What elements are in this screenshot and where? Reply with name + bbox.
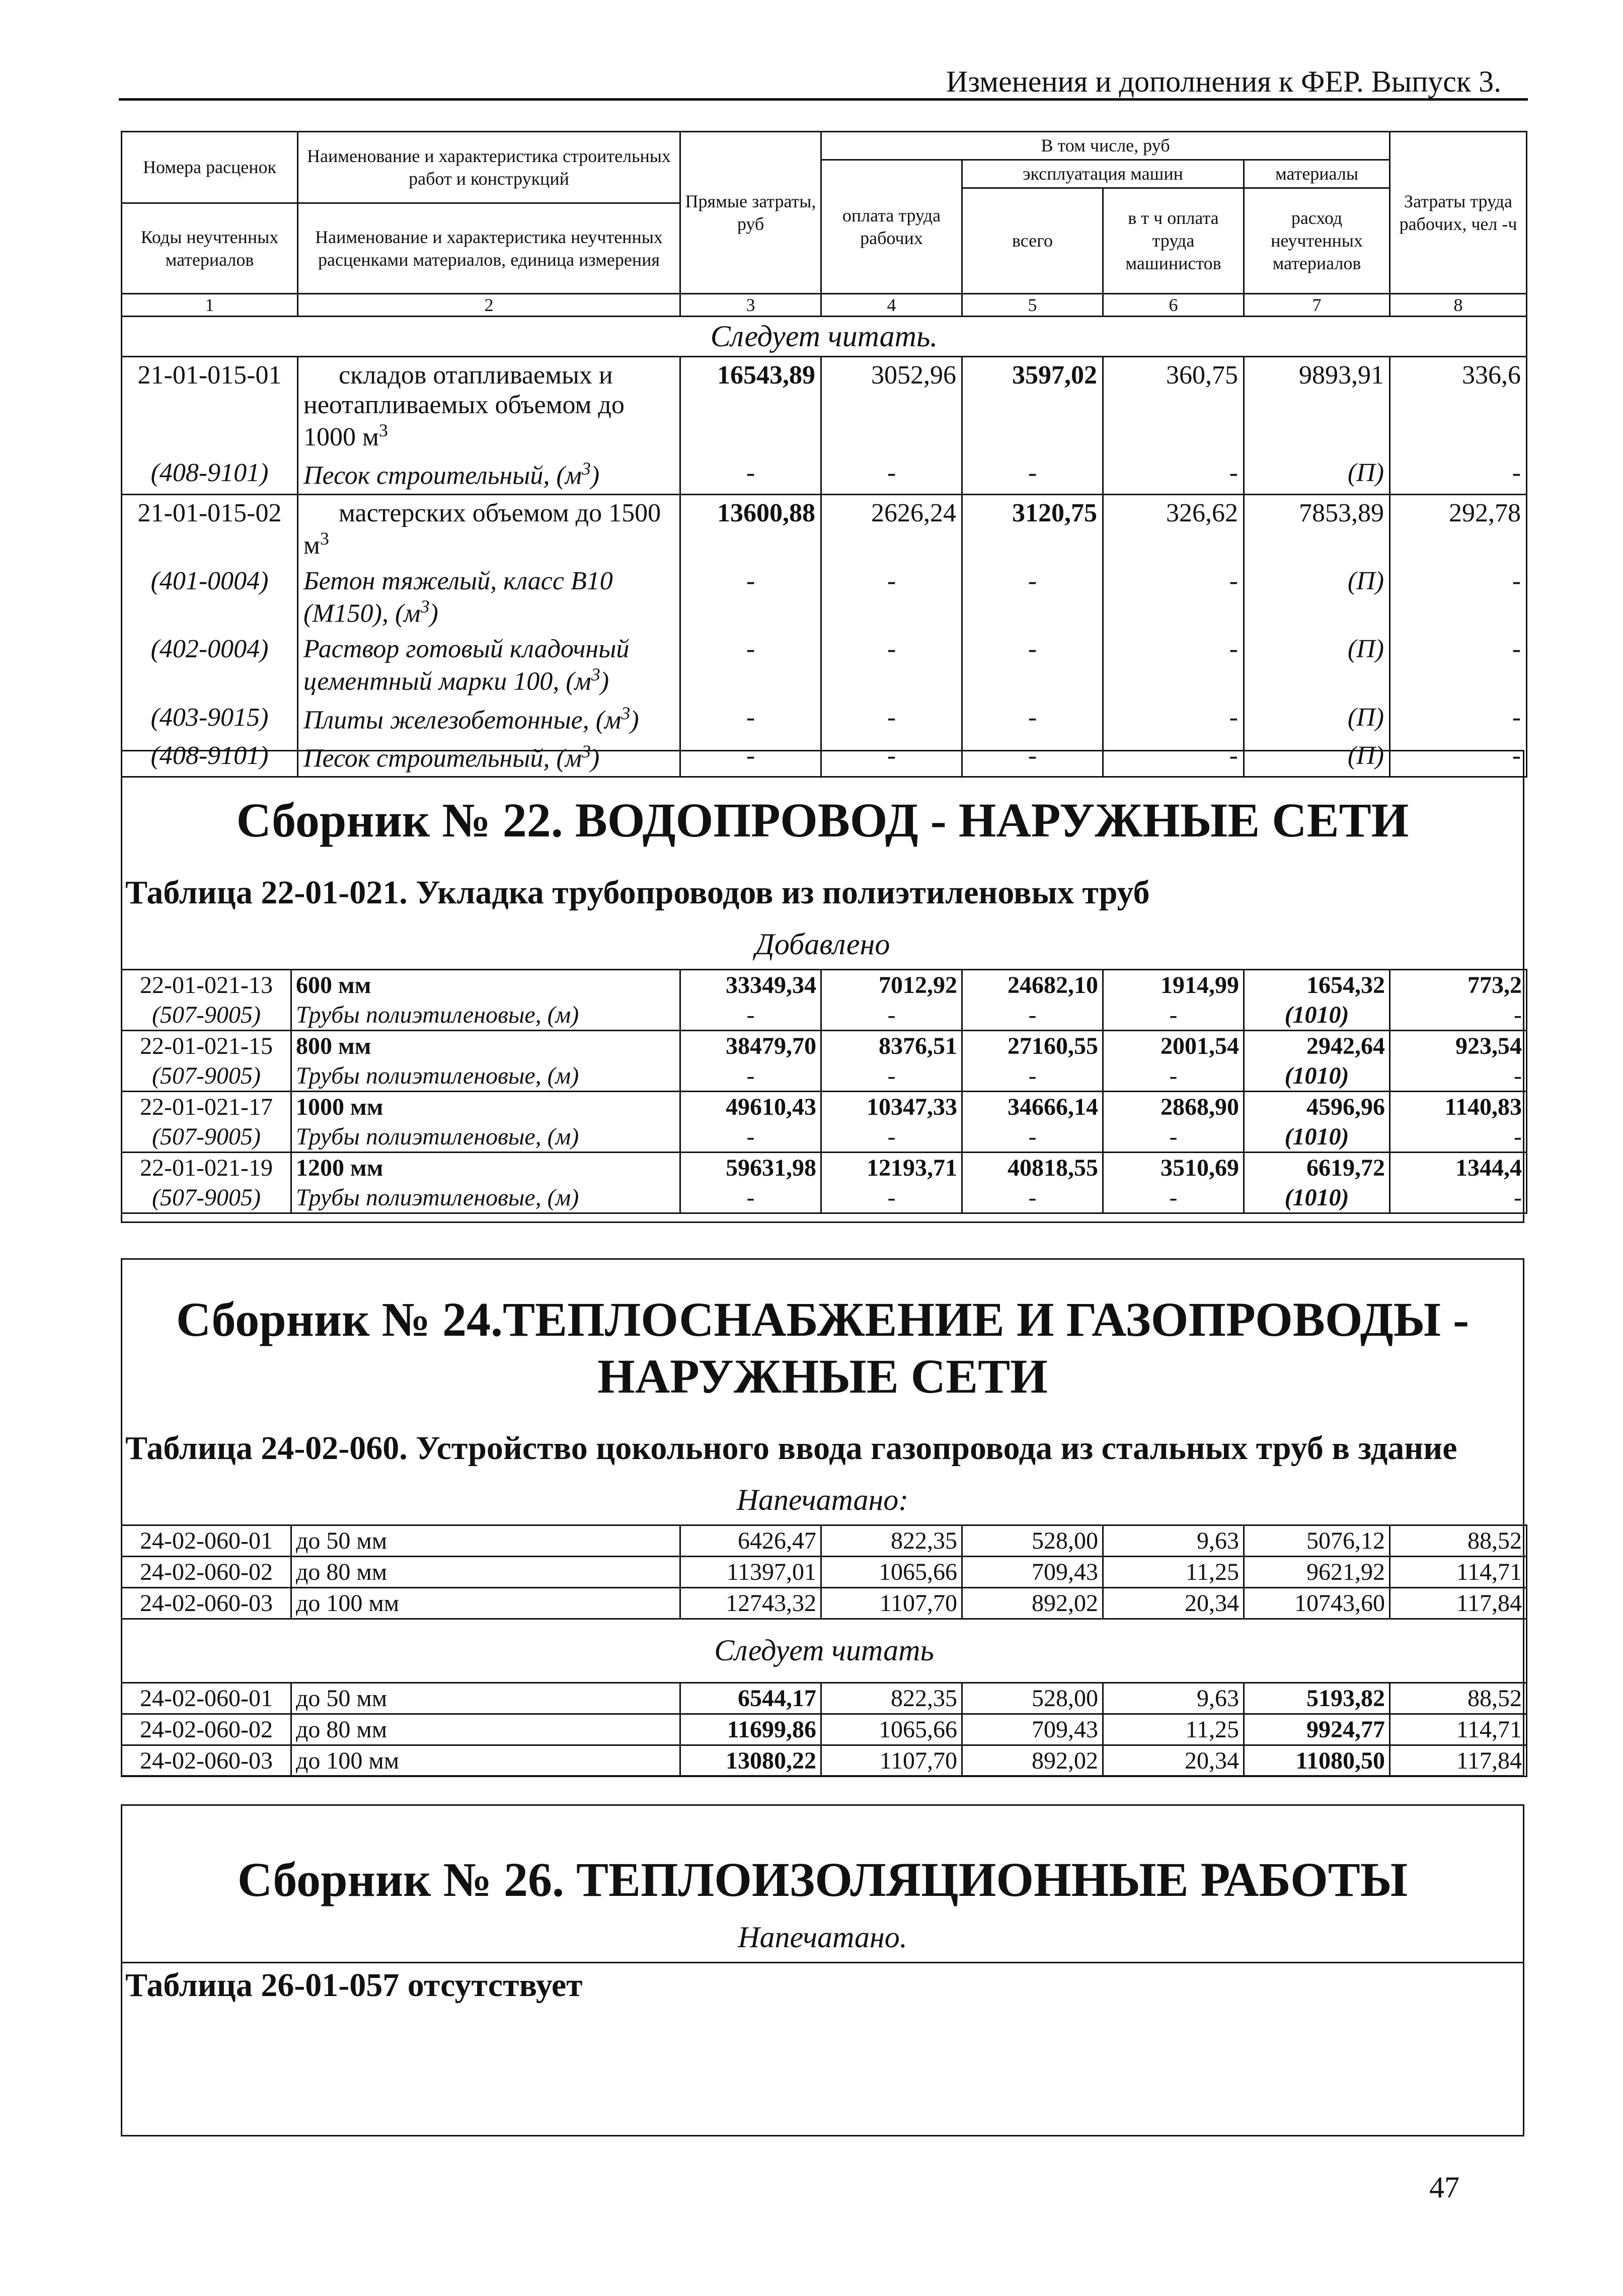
material-unit: (П) — [1244, 738, 1390, 777]
direct-cost: 6426,47 — [680, 1525, 821, 1556]
materials-cost: 10743,60 — [1244, 1587, 1390, 1619]
materials-cost: 6619,72 — [1244, 1153, 1390, 1183]
machinists-pay: 326,62 — [1103, 494, 1244, 563]
section-note: Напечатано. — [738, 1921, 907, 1954]
table-row — [122, 1000, 1527, 1031]
table-row — [122, 1183, 1527, 1213]
material-unit: (1010) — [1244, 1000, 1390, 1031]
table-row — [122, 970, 1527, 1001]
labor-hours: 117,84 — [1390, 1587, 1527, 1619]
material-code: (507-9005) — [122, 1122, 291, 1153]
material-code: (401-0004) — [122, 563, 298, 631]
material-name: Песок строительный, $(м^3)$ — [298, 455, 680, 494]
labor-pay: 8376,51 — [821, 1031, 962, 1061]
dash-cell: - — [962, 1122, 1103, 1153]
table-row — [122, 1587, 1527, 1619]
materials-cost: 9621,92 — [1244, 1556, 1390, 1587]
labor-pay: 10347,33 — [821, 1092, 962, 1122]
section-title: Сборник № 26. ТЕПЛОИЗОЛЯЦИОННЫЕ РАБОТЫ — [237, 1853, 1408, 1906]
dash-cell: - — [821, 1061, 962, 1092]
labor-hours: 114,71 — [1390, 1714, 1527, 1745]
material-code: (408-9101) — [122, 455, 298, 494]
machinists-pay: 9,63 — [1103, 1682, 1244, 1714]
dash-cell: - — [680, 1183, 821, 1213]
machines-total: 3120,75 — [962, 494, 1103, 563]
machines-total: 528,00 — [962, 1682, 1103, 1714]
direct-cost: 49610,43 — [680, 1092, 821, 1122]
work-name: 1000 мм — [291, 1092, 680, 1122]
section-26 — [121, 1804, 1524, 2136]
dash-cell: - — [1103, 1061, 1244, 1092]
table-row: (402-0004) Раствор готовый кладочный цементный марки 100, $(м^3)$ - - - - (П) - — [122, 631, 1527, 699]
table-row — [122, 1556, 1527, 1587]
dash-cell: - — [1390, 1183, 1527, 1213]
labor-hours: 114,71 — [1390, 1556, 1527, 1587]
rate-code: 24-02-060-03 — [122, 1745, 291, 1776]
direct-cost: 11699,86 — [680, 1714, 821, 1745]
dash-cell: - — [1103, 1183, 1244, 1213]
materials-cost: 2942,64 — [1244, 1031, 1390, 1061]
labor-pay: 1065,66 — [821, 1556, 962, 1587]
material-unit: (1010) — [1244, 1183, 1390, 1213]
labor-pay: 3052,96 — [821, 357, 962, 455]
col-number: 4 — [821, 294, 962, 317]
dash-cell: - — [821, 1183, 962, 1213]
work-name: до 100 мм — [291, 1745, 680, 1776]
machinists-pay: 3510,69 — [1103, 1153, 1244, 1183]
material-code: (507-9005) — [122, 1000, 291, 1031]
materials-cost: 9924,77 — [1244, 1714, 1390, 1745]
col-number: 6 — [1103, 294, 1244, 317]
correction-note: Следует читать. — [122, 317, 1527, 357]
table-row — [122, 494, 1527, 563]
machinists-pay: 20,34 — [1103, 1587, 1244, 1619]
labor-hours: 88,52 — [1390, 1525, 1527, 1556]
machinists-pay: 2001,54 — [1103, 1031, 1244, 1061]
direct-cost: 12743,32 — [680, 1587, 821, 1619]
header-rule — [119, 98, 1528, 101]
labor-pay: 822,35 — [821, 1682, 962, 1714]
labor-hours: 923,54 — [1390, 1031, 1527, 1061]
section-note: Добавлено — [755, 928, 890, 961]
col-number: 2 — [298, 294, 680, 317]
col-number: 8 — [1390, 294, 1527, 317]
section-title: Сборник № 22. ВОДОПРОВОД - НАРУЖНЫЕ СЕТИ — [236, 793, 1409, 847]
col4-head: оплата труда рабочих — [821, 160, 962, 294]
dash-cell: - — [1103, 1000, 1244, 1031]
labor-hours: 292,78 — [1390, 494, 1527, 563]
dash-cell: - — [1390, 1000, 1527, 1031]
col8-head: Затраты труда рабочих, чел -ч — [1390, 132, 1527, 294]
col-number: 7 — [1244, 294, 1390, 317]
material-name: Трубы полиэтиленовые, (м) — [291, 1183, 680, 1213]
dash-cell: - — [1390, 1061, 1527, 1092]
machinists-pay: 20,34 — [1103, 1745, 1244, 1776]
table-title: Таблица 26-01-057 отсутствует — [125, 1967, 583, 2004]
labor-hours: 1140,83 — [1390, 1092, 1527, 1122]
col7-head: расход неучтенных материалов — [1244, 188, 1390, 294]
col2-head-bottom: Наименование и характеристика неучтенных расценками материалов, единица измерения — [298, 203, 680, 294]
correction-note: Следует читать — [122, 1619, 1527, 1682]
work-name: складов отапливаемых и неотапливаемых объемом до 1000 $м^3$ — [298, 357, 680, 455]
work-name: до 50 мм — [291, 1525, 680, 1556]
section-title: Сборник № 24.ТЕПЛОСНАБЖЕНИЕ И ГАЗОПРОВОДЫ - НАРУЖНЫЕ СЕТИ — [176, 1292, 1470, 1404]
machines-total: 27160,55 — [962, 1031, 1103, 1061]
table-row — [122, 1061, 1527, 1092]
labor-pay: 1107,70 — [821, 1587, 962, 1619]
labor-pay: 1065,66 — [821, 1714, 962, 1745]
col2-head-top: Наименование и характеристика строительных работ и конструкций — [298, 132, 680, 203]
section-note: Напечатано: — [736, 1483, 909, 1516]
table-row — [122, 1525, 1527, 1556]
col1-head-bottom: Коды неучтенных материалов — [122, 203, 298, 294]
labor-pay: 7012,92 — [821, 970, 962, 1001]
labor-hours: 336,6 — [1390, 357, 1527, 455]
machines-total: 24682,10 — [962, 970, 1103, 1001]
materials-cost: 5193,82 — [1244, 1682, 1390, 1714]
rate-code: 22-01-021-15 — [122, 1031, 291, 1061]
materials-cost: 5076,12 — [1244, 1525, 1390, 1556]
direct-cost: 38479,70 — [680, 1031, 821, 1061]
machines-total: 892,02 — [962, 1587, 1103, 1619]
machinists-pay: 11,25 — [1103, 1714, 1244, 1745]
direct-cost: 33349,34 — [680, 970, 821, 1001]
material-name: Плиты железобетонные, $(м^3)$ — [298, 700, 680, 738]
labor-pay: 12193,71 — [821, 1153, 962, 1183]
material-code: (507-9005) — [122, 1183, 291, 1213]
table-row — [122, 1092, 1527, 1122]
labor-pay: 2626,24 — [821, 494, 962, 563]
table-row: (408-9101) Песок строительный, $(м^3)$ - - - - (П) - — [122, 455, 1527, 494]
direct-cost: 13600,88 — [680, 494, 821, 563]
material-name: Бетон тяжелый, класс В10 (М150), $(м^3)$ — [298, 563, 680, 631]
page-number: 47 — [1429, 2171, 1459, 2204]
table-title: Таблица 22-01-021. Укладка трубопроводов из полиэтиленовых труб — [125, 874, 1150, 911]
estimate-table-21 — [121, 131, 1527, 778]
col-number: 5 — [962, 294, 1103, 317]
dash-cell: - — [680, 1061, 821, 1092]
rate-code: 24-02-060-01 — [122, 1682, 291, 1714]
rate-code: 22-01-021-17 — [122, 1092, 291, 1122]
material-code: (403-9015) — [122, 700, 298, 738]
rate-code: 22-01-021-19 — [122, 1153, 291, 1183]
work-name: до 80 мм — [291, 1714, 680, 1745]
table-row — [122, 1714, 1527, 1745]
col1-head-top: Номера расценок — [122, 132, 298, 203]
work-name: до 50 мм — [291, 1682, 680, 1714]
table-row: (403-9015) Плиты железобетонные, $(м^3)$ - - - - (П) - — [122, 700, 1527, 738]
direct-cost: 11397,01 — [680, 1556, 821, 1587]
machines-total: 3597,02 — [962, 357, 1103, 455]
material-unit: (1010) — [1244, 1061, 1390, 1092]
machines-head: эксплуатация машин — [962, 160, 1244, 188]
dash-cell: - — [1103, 1122, 1244, 1153]
section-24-table — [121, 1524, 1527, 1777]
material-unit: (П) — [1244, 631, 1390, 699]
section-22 — [121, 750, 1524, 1223]
direct-cost: 13080,22 — [680, 1745, 821, 1776]
labor-pay: 822,35 — [821, 1525, 962, 1556]
materials-cost: 7853,89 — [1244, 494, 1390, 563]
rate-code: 24-02-060-01 — [122, 1525, 291, 1556]
table-row — [122, 1031, 1527, 1061]
material-name: Трубы полиэтиленовые, (м) — [291, 1122, 680, 1153]
section-22-table — [121, 969, 1527, 1214]
table-row: (401-0004) Бетон тяжелый, класс В10 (М150), $(м^3)$ - - - - (П) - — [122, 563, 1527, 631]
material-unit: (П) — [1244, 455, 1390, 494]
material-name: Раствор готовый кладочный цементный марки 100, $(м^3)$ — [298, 631, 680, 699]
dash-cell: - — [962, 1183, 1103, 1213]
dash-cell: - — [1390, 1122, 1527, 1153]
table-title: Таблица 24-02-060. Устройство цокольного ввода газопровода из стальных труб в здание — [125, 1429, 1457, 1467]
rate-code: 21-01-015-02 — [122, 494, 298, 563]
materials-cost: 9893,91 — [1244, 357, 1390, 455]
labor-hours: 117,84 — [1390, 1745, 1527, 1776]
machinists-pay: 1914,99 — [1103, 970, 1244, 1001]
table-row: (408-9101) Песок строительный, $(м^3)$ - - - - (П) - — [122, 738, 1527, 777]
machinists-pay: 9,63 — [1103, 1525, 1244, 1556]
machines-total: 34666,14 — [962, 1092, 1103, 1122]
machines-total: 40818,55 — [962, 1153, 1103, 1183]
running-header: Изменения и дополнения к ФЕР. Выпуск 3. — [946, 65, 1502, 98]
col3-head: Прямые затраты, руб — [680, 132, 821, 294]
col6-head: в т ч оплата труда машинистов — [1103, 188, 1244, 294]
dash-cell: - — [821, 1000, 962, 1031]
dash-cell: - — [962, 1061, 1103, 1092]
table-row — [122, 357, 1527, 455]
rate-code: 21-01-015-01 — [122, 357, 298, 455]
work-name: 800 мм — [291, 1031, 680, 1061]
machines-total: 528,00 — [962, 1525, 1103, 1556]
material-code: (408-9101) — [122, 738, 298, 777]
material-unit: (П) — [1244, 700, 1390, 738]
material-code: (402-0004) — [122, 631, 298, 699]
rate-code: 22-01-021-13 — [122, 970, 291, 1001]
work-name: до 80 мм — [291, 1556, 680, 1587]
col-number: 1 — [122, 294, 298, 317]
table-row — [122, 1122, 1527, 1153]
machinists-pay: 11,25 — [1103, 1556, 1244, 1587]
labor-pay: 1107,70 — [821, 1745, 962, 1776]
work-name: до 100 мм — [291, 1587, 680, 1619]
materials-cost: 4596,96 — [1244, 1092, 1390, 1122]
materials-cost: 11080,50 — [1244, 1745, 1390, 1776]
labor-hours: 88,52 — [1390, 1682, 1527, 1714]
col-number: 3 — [680, 294, 821, 317]
material-unit: (1010) — [1244, 1122, 1390, 1153]
table-row — [122, 1153, 1527, 1183]
dash-cell: - — [680, 1122, 821, 1153]
material-name: Песок строительный, $(м^3)$ — [298, 738, 680, 777]
rate-code: 24-02-060-02 — [122, 1714, 291, 1745]
machinists-pay: 2868,90 — [1103, 1092, 1244, 1122]
direct-cost: 16543,89 — [680, 357, 821, 455]
table-row — [122, 1682, 1527, 1714]
material-name: Трубы полиэтиленовые, (м) — [291, 1061, 680, 1092]
machinists-pay: 360,75 — [1103, 357, 1244, 455]
materials-head: материалы — [1244, 160, 1390, 188]
labor-hours: 1344,4 — [1390, 1153, 1527, 1183]
section-24 — [121, 1258, 1524, 1777]
labor-hours: 773,2 — [1390, 970, 1527, 1001]
dash-cell: - — [962, 1000, 1103, 1031]
col5-head: всего — [962, 188, 1103, 294]
material-name: Трубы полиэтиленовые, (м) — [291, 1000, 680, 1031]
material-code: (507-9005) — [122, 1061, 291, 1092]
materials-cost: 1654,32 — [1244, 970, 1390, 1001]
rate-code: 24-02-060-03 — [122, 1587, 291, 1619]
dash-cell: - — [821, 1122, 962, 1153]
direct-cost: 59631,98 — [680, 1153, 821, 1183]
work-name: мастерских объемом до 1500 $м^3$ — [298, 494, 680, 563]
group-head: В том числе, руб — [821, 132, 1390, 160]
machines-total: 892,02 — [962, 1745, 1103, 1776]
rate-code: 24-02-060-02 — [122, 1556, 291, 1587]
machines-total: 709,43 — [962, 1714, 1103, 1745]
table-row — [122, 1619, 1527, 1682]
table-row — [122, 1745, 1527, 1776]
direct-cost: 6544,17 — [680, 1682, 821, 1714]
work-name: 600 мм — [291, 970, 680, 1001]
material-unit: (П) — [1244, 563, 1390, 631]
machines-total: 709,43 — [962, 1556, 1103, 1587]
work-name: 1200 мм — [291, 1153, 680, 1183]
dash-cell: - — [680, 1000, 821, 1031]
